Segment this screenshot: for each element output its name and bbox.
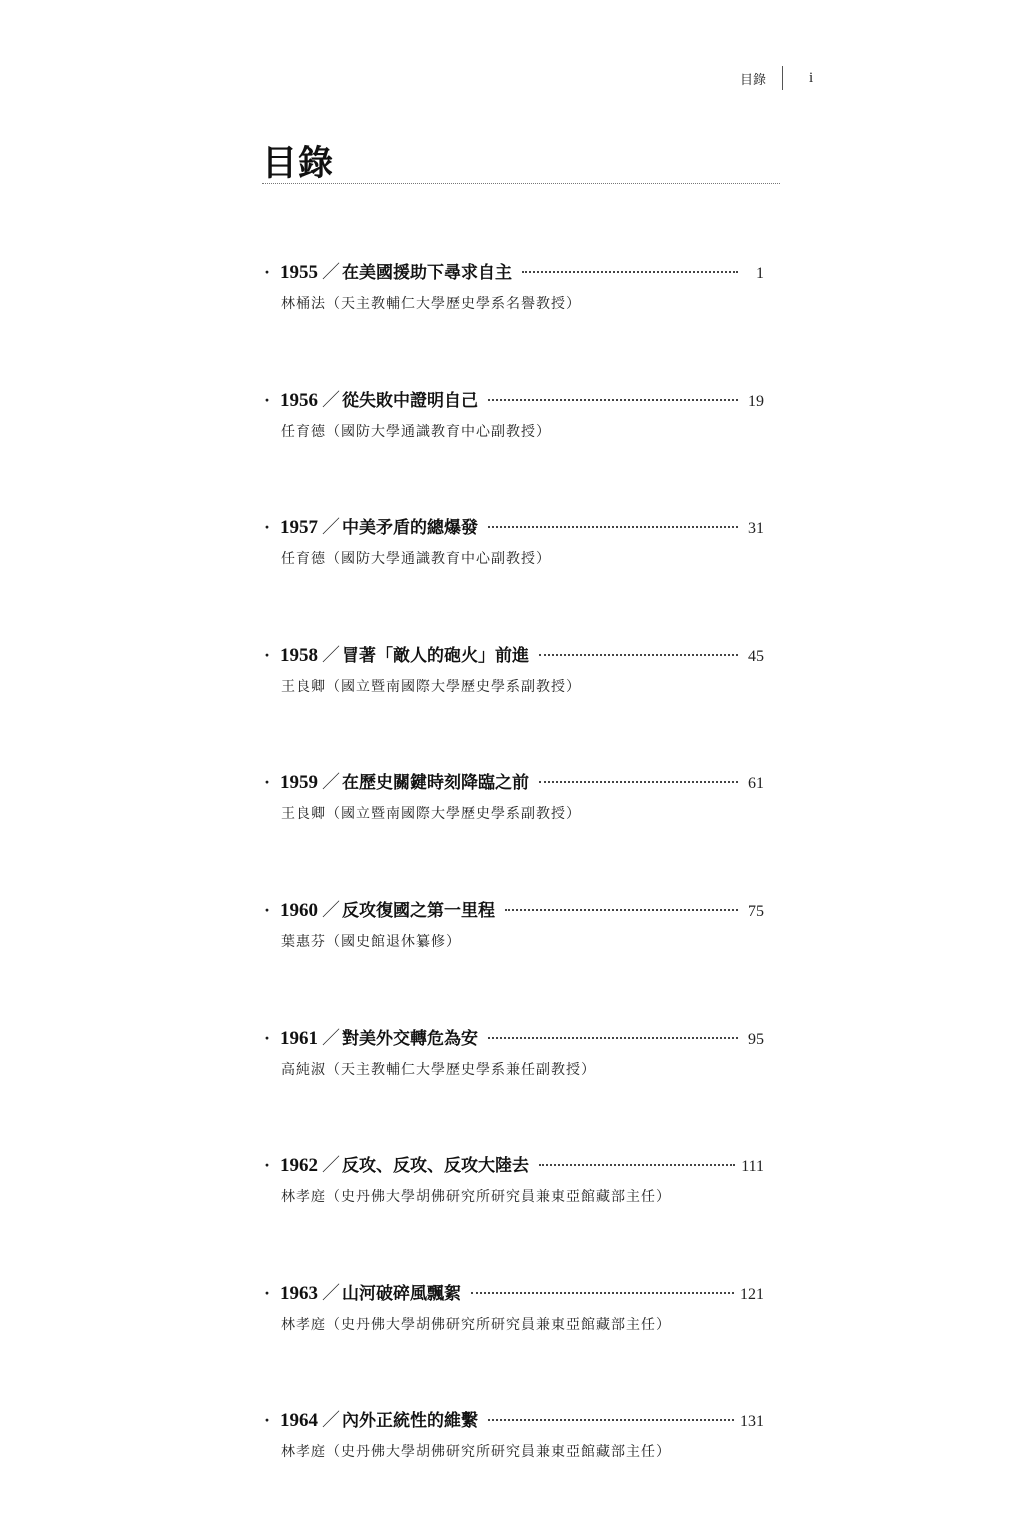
running-header [740, 66, 813, 90]
bullet-icon: · [264, 1410, 271, 1431]
toc-entry-title: 中美矛盾的總爆發 [342, 518, 478, 539]
toc-entry-line[interactable] [264, 766, 764, 798]
slash-separator: ／ [322, 1282, 340, 1304]
bullet-icon: · [264, 389, 271, 410]
toc-entry-page: 61 [748, 775, 764, 793]
slash-separator: ／ [322, 772, 340, 794]
slash-separator: ／ [322, 262, 340, 283]
toc-entry-line[interactable] [264, 384, 764, 416]
toc-entry-line[interactable] [264, 894, 764, 926]
toc-entry-year: 1962 [280, 1155, 318, 1177]
toc-entry [264, 511, 764, 639]
toc-entry-year: 1964 [280, 1410, 318, 1432]
toc-entry [264, 1277, 764, 1405]
toc-entry-title: 對美外交轉危為安 [342, 1028, 478, 1049]
toc-entry-author: 高純淑（天主教輔仁大學歷史學系兼任副教授） [281, 1061, 596, 1078]
bullet-icon: · [264, 262, 271, 282]
dot-leader [471, 1292, 734, 1294]
slash-separator: ／ [322, 899, 340, 921]
toc-entry-author: 林桶法（天主教輔仁大學歷史學系名譽教授） [281, 296, 581, 312]
table-of-contents [264, 256, 764, 1532]
toc-entry-page: 95 [748, 1030, 764, 1048]
dot-leader [488, 1037, 738, 1039]
toc-entry [264, 384, 764, 512]
bullet-icon: · [264, 644, 271, 665]
toc-entry-title: 山河破碎風飄絮 [342, 1283, 461, 1304]
toc-entry-page: 121 [740, 1285, 764, 1303]
slash-separator: ／ [322, 644, 340, 666]
toc-entry-page: 19 [748, 392, 764, 410]
slash-separator: ／ [322, 517, 340, 539]
toc-entry-title: 從失敗中證明自己 [342, 390, 478, 411]
slash-separator: ／ [322, 1155, 340, 1177]
bullet-icon: · [264, 1155, 271, 1176]
toc-entry-line[interactable] [264, 1022, 764, 1054]
dot-leader [505, 909, 738, 911]
toc-entry-year: 1956 [280, 389, 318, 411]
toc-entry [264, 1404, 764, 1532]
toc-entry-page: 75 [748, 902, 764, 920]
toc-entry-page: 31 [748, 520, 764, 538]
toc-entry-year: 1961 [280, 1027, 318, 1049]
toc-entry-page: 45 [748, 647, 764, 665]
slash-separator: ／ [322, 1410, 340, 1432]
slash-separator: ／ [322, 389, 340, 411]
toc-entry-title: 在歷史關鍵時刻降臨之前 [342, 773, 529, 794]
bullet-icon: · [264, 772, 271, 793]
toc-entry-year: 1955 [280, 262, 318, 283]
bullet-icon: · [264, 517, 271, 538]
toc-entry-year: 1957 [280, 517, 318, 539]
toc-entry-year: 1958 [280, 644, 318, 666]
dot-leader [539, 781, 738, 783]
toc-entry-author: 任育德（國防大學通識教育中心副教授） [281, 423, 551, 440]
toc-entry-author: 林孝庭（史丹佛大學胡佛研究所研究員兼東亞館藏部主任） [281, 1189, 671, 1206]
toc-entry [264, 1149, 764, 1277]
header-divider [782, 66, 783, 90]
toc-entry-year: 1959 [280, 772, 318, 794]
page-title: 目錄 [262, 144, 335, 184]
dot-leader [539, 654, 738, 656]
dot-leader [488, 526, 738, 528]
toc-entry-title: 內外正統性的維繫 [342, 1411, 478, 1432]
bullet-icon: · [264, 1027, 271, 1048]
title-dotted-rule [262, 183, 780, 184]
dot-leader [488, 399, 738, 401]
toc-entry-year: 1960 [280, 899, 318, 921]
toc-entry-line[interactable] [264, 1149, 764, 1181]
bullet-icon: · [264, 1282, 271, 1303]
toc-entry-page: 1 [756, 265, 764, 282]
toc-entry-line[interactable] [264, 511, 764, 543]
toc-entry-title: 冒著「敵人的砲火」前進 [342, 645, 529, 666]
toc-entry-author: 王良卿（國立暨南國際大學歷史學系副教授） [281, 678, 581, 695]
toc-entry [264, 639, 764, 767]
slash-separator: ／ [322, 1027, 340, 1049]
toc-entry-line[interactable] [264, 1277, 764, 1309]
toc-entry [264, 1022, 764, 1150]
toc-entry-title: 在美國援助下尋求自主 [342, 263, 512, 283]
toc-entry-line[interactable] [264, 639, 764, 671]
toc-entry-page: 111 [741, 1158, 764, 1176]
toc-entry-author: 任育德（國防大學通識教育中心副教授） [281, 551, 551, 568]
toc-entry-page: 131 [740, 1413, 764, 1431]
toc-entry-title: 反攻復國之第一里程 [342, 900, 495, 921]
toc-entry-author: 林孝庭（史丹佛大學胡佛研究所研究員兼東亞館藏部主任） [281, 1316, 671, 1333]
toc-entry-year: 1963 [280, 1282, 318, 1304]
toc-entry-line[interactable] [264, 1404, 764, 1436]
toc-entry-author: 葉惠芬（國史館退休纂修） [281, 933, 461, 950]
toc-entry [264, 256, 764, 384]
bullet-icon: · [264, 899, 271, 920]
toc-entry-line[interactable] [264, 256, 764, 288]
dot-leader [522, 271, 738, 273]
dot-leader [488, 1419, 734, 1421]
running-title: 目錄 [740, 72, 767, 88]
toc-entry-author: 林孝庭（史丹佛大學胡佛研究所研究員兼東亞館藏部主任） [281, 1444, 671, 1461]
toc-entry-title: 反攻、反攻、反攻大陸去 [342, 1156, 529, 1177]
dot-leader [539, 1164, 735, 1166]
toc-entry-author: 王良卿（國立暨南國際大學歷史學系副教授） [281, 806, 581, 823]
toc-entry [264, 894, 764, 1022]
page-number: i [809, 69, 814, 86]
toc-entry [264, 766, 764, 894]
